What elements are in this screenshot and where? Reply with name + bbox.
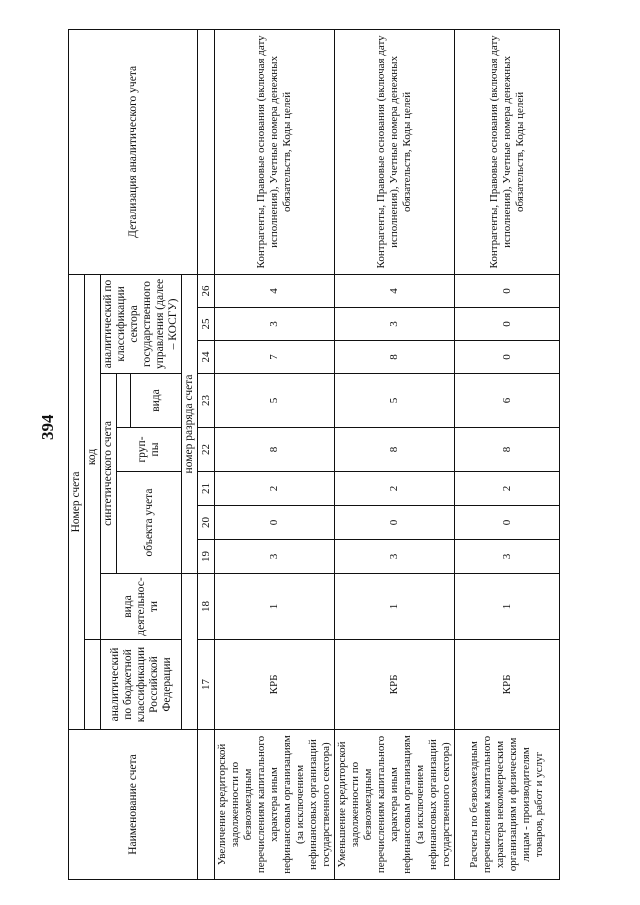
digit-number: 20: [198, 506, 215, 540]
digit-number: 19: [198, 540, 215, 574]
header-activity-type: вида деятельнос-ти: [101, 574, 182, 640]
code-cell: 5: [215, 374, 335, 428]
code-cell: 4: [215, 274, 335, 307]
code-cell: 8: [335, 428, 455, 472]
header-code: код: [85, 274, 101, 639]
header-synthetic: синтетического счета: [101, 374, 117, 574]
header-analytic-kosgu: аналитический по классификации сектора государственного управления (далее – КОСГУ): [101, 274, 182, 373]
code-cell: 8: [215, 428, 335, 472]
digit-number: 25: [198, 308, 215, 341]
header-analytic-budget: аналитический по бюджетной классификации Российской Федерации: [101, 640, 182, 730]
code-cell: 0: [455, 308, 560, 341]
table-row: [335, 29, 455, 879]
code-cell: 0: [455, 341, 560, 374]
analytic-detail-cell: Контрагенты, Правовые основания (включая дату исполнения), Учетные номера денежных обязательств, Коды целей: [335, 29, 455, 274]
digit-number: 18: [198, 574, 215, 640]
code-cell: 3: [215, 540, 335, 574]
code-cell: КРБ: [455, 640, 560, 730]
account-name-cell: Увеличение кредиторской задолженности по безвозмездным перечислениям капитального характера иным нефинансовым организациям (за исключением нефинансовых организаций государственного сектора): [215, 730, 335, 880]
code-cell: 3: [335, 308, 455, 341]
header-groups: груп-пы: [117, 428, 182, 472]
blank-cell: [117, 374, 131, 428]
blank-cell: [198, 730, 215, 880]
digit-number: 22: [198, 428, 215, 472]
digit-number: 21: [198, 472, 215, 506]
code-cell: 2: [215, 472, 335, 506]
code-cell: 3: [335, 540, 455, 574]
code-cell: 1: [335, 574, 455, 640]
code-cell: 0: [455, 274, 560, 307]
code-cell: 8: [455, 428, 560, 472]
page-number: 394: [38, 414, 57, 440]
header-kind: вида: [131, 374, 182, 428]
code-cell: КРБ: [215, 640, 335, 730]
code-cell: 5: [335, 374, 455, 428]
code-cell: КРБ: [335, 640, 455, 730]
code-cell: 1: [455, 574, 560, 640]
digit-number: 26: [198, 274, 215, 307]
digit-number: 24: [198, 341, 215, 374]
header-account-object: объекта учета: [117, 472, 182, 574]
digit-number: 17: [198, 640, 215, 730]
header-account-number: Номер счета: [69, 274, 85, 729]
header-analytic-detail: Детализация аналитического учета: [69, 29, 198, 274]
code-cell: 4: [335, 274, 455, 307]
header-digit-number: номер разряда счета: [182, 274, 198, 573]
digit-number: 23: [198, 374, 215, 428]
code-cell: 0: [335, 506, 455, 540]
code-cell: 6: [455, 374, 560, 428]
code-cell: 0: [215, 506, 335, 540]
blank-cell: [182, 574, 198, 730]
header-account-name: Наименование счета: [69, 730, 198, 880]
accounts-table: [68, 29, 560, 880]
code-cell: 3: [215, 308, 335, 341]
code-cell: 3: [455, 540, 560, 574]
digit-number-row: [198, 29, 215, 879]
blank-cell: [85, 640, 101, 730]
code-cell: 1: [215, 574, 335, 640]
code-cell: 8: [335, 341, 455, 374]
code-cell: 2: [335, 472, 455, 506]
rotated-table-container: [68, 30, 568, 880]
account-name-cell: Уменьшение кредиторской задолженности по безвозмездным перечислениям капитального характера иным нефинансовым организациям (за исключением нефинансовых организаций государственного сектора): [335, 730, 455, 880]
table-row: [215, 29, 335, 879]
blank-cell: [198, 29, 215, 274]
analytic-detail-cell: Контрагенты, Правовые основания (включая дату исполнения), Учетные номера денежных обязательств, Коды целей: [455, 29, 560, 274]
code-cell: 2: [455, 472, 560, 506]
code-cell: 7: [215, 341, 335, 374]
table-row: [455, 29, 560, 879]
account-name-cell: Расчеты по безвозмездным перечислениям капитального характера некоммерческим организациям и физическим лицам - производителям товаров, работ и услуг: [455, 730, 560, 880]
analytic-detail-cell: Контрагенты, Правовые основания (включая дату исполнения), Учетные номера денежных обязательств, Коды целей: [215, 29, 335, 274]
code-cell: 0: [455, 506, 560, 540]
